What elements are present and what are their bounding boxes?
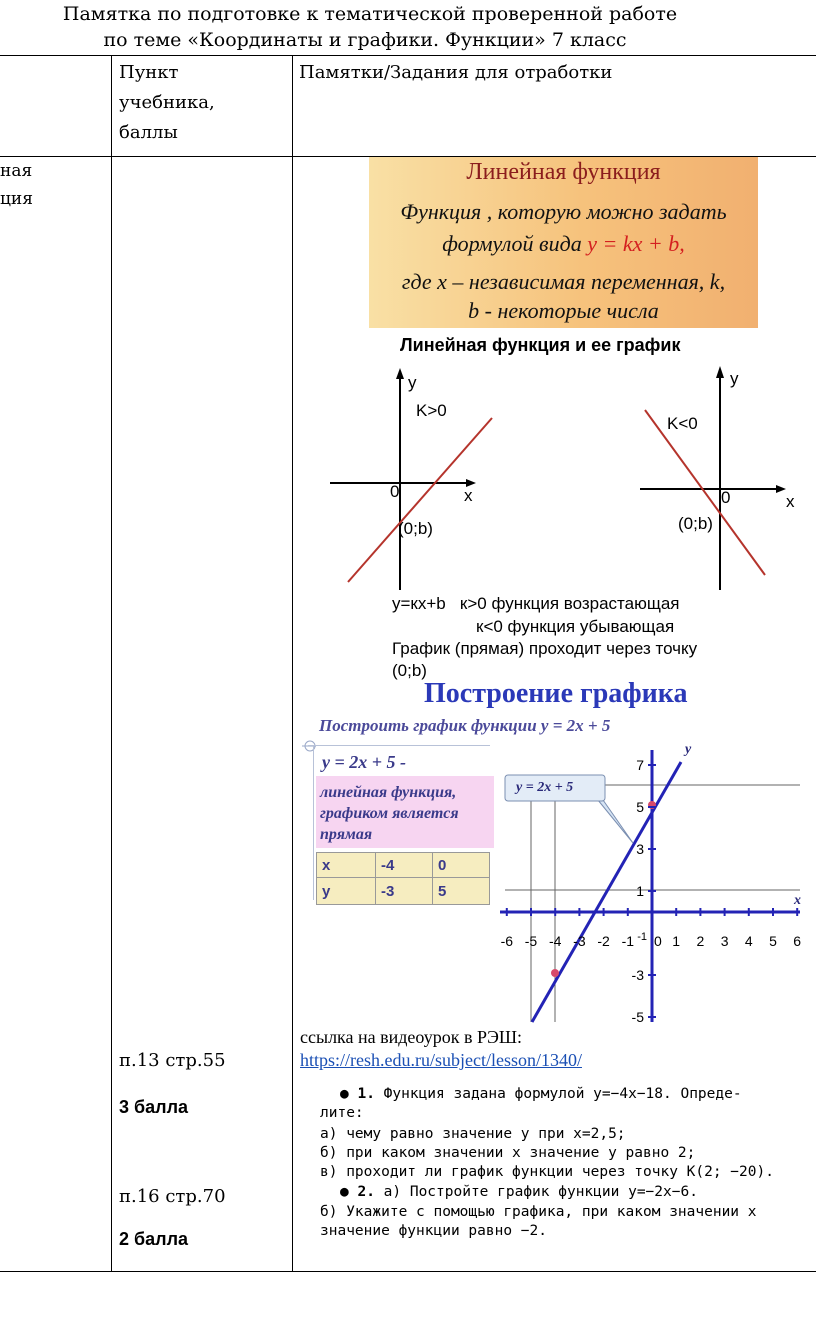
textbook-point-1: п.13 стр.55 [119,1050,226,1071]
linear-def-line1: Функция , которую можно задать [400,199,727,224]
left-point-label: (0;b) [398,519,433,538]
left-axis-y-label: y [408,373,417,392]
right-axis-y-label: y [730,369,739,388]
table-top-border [0,55,816,56]
x-tick-label: 3 [720,933,729,949]
x-tick-label: -3 [573,933,586,949]
values-cell: 5 [433,878,490,905]
row1-col1-line1: ная [0,161,33,181]
pink-line1: линейная функция, [320,784,457,801]
build-origin-label: 0 [654,933,662,949]
task2-line1 [340,1183,698,1202]
task1-number: ● 1. [340,1086,375,1102]
values-table [316,852,490,905]
left-origin-label: 0 [390,482,400,501]
linear-def-line3: где x – независимая переменная, k, [401,269,726,294]
build-axis-y: y [685,742,692,757]
left-k-label: K>0 [416,401,447,420]
build-axis-x: x [794,893,801,908]
table-column-divider-2 [292,55,293,1272]
values-cell: x [317,853,376,878]
linear-function-definition-box [369,157,758,328]
x-tick-label: 1 [672,933,681,949]
x-tick-label: 2 [696,933,705,949]
x-tick-label: -5 [524,933,538,949]
linear-graphs-figure [320,360,810,595]
x-tick-label: 4 [744,933,753,949]
graph-desc-line4: (0;b) [392,661,427,680]
graph-section-title: Линейная функция и ее график [400,335,681,355]
y-tick-label: 7 [636,757,644,773]
x-tick-label: -6 [500,933,514,949]
graph-desc-line2: к<0 функция убывающая [476,617,675,636]
build-left-rule [313,745,314,900]
right-graph [640,366,786,590]
right-k-label: K<0 [667,414,698,433]
y-tick-label: -3 [631,967,644,983]
linear-function-title: Линейная функция [466,159,661,185]
graph-formula: y=кx+b [392,594,446,613]
y-tick-label: 1 [636,883,644,899]
document-title-line2: по теме «Координаты и графики. Функции» 7 класс [103,29,627,51]
col2-header-line1: Пункт [119,62,179,83]
x-tick-label: -1 [621,933,635,949]
task1-c: в) проходит ли график функции через точку K(2; −20). [320,1164,774,1180]
callout-label: y = 2x + 5 [516,780,574,795]
values-cell: -4 [376,853,433,878]
score-2: 2 балла [119,1229,189,1249]
textbook-point-2: п.16 стр.70 [119,1186,226,1207]
table-bottom-border [0,1271,816,1272]
col2-header-line3: баллы [119,122,178,143]
x-tick-label: 6 [793,933,802,949]
x-tick-label: 5 [769,933,777,949]
x-tick-label: -4 [548,933,562,949]
right-y-arrow-icon [716,366,724,378]
build-graph-subtitle: Построить график функции y = 2x + 5 [319,716,611,735]
graph-desc-line3: График (прямая) проходит через точку [392,639,698,658]
y-tick-label: -5 [631,1009,644,1025]
task1-b: б) при каком значении x значение y равно 2; [320,1145,696,1161]
col3-header: Памятки/Задания для отработки [299,62,613,83]
x-tick-label: -2 [597,933,610,949]
task2-line3: значение функции равно −2. [320,1223,547,1239]
pink-line3: прямая [320,826,373,843]
build-underline [308,745,490,746]
task2-line2: б) Укажите с помощью графика, при каком значении x [320,1204,757,1220]
task1-line1 [340,1085,742,1104]
graph-desc-line1 [392,593,680,615]
resh-label: ссылка на видеоурок в РЭШ: [300,1027,523,1047]
linear-def-line2-text: формулой вида [442,231,588,256]
build-graph-title: Построение графика [424,678,688,709]
col2-header-line2: учебника, [119,92,215,113]
y-tick-label: 5 [636,799,644,815]
task1-line2: лите: [320,1105,364,1121]
right-x-arrow-icon [776,485,786,493]
y-tick-label: 3 [636,841,644,857]
values-cell: -3 [376,878,433,905]
values-table-row-x [317,853,490,878]
right-point-label: (0;b) [678,514,713,533]
left-axis-x-label: x [464,486,473,505]
point-minus4-minus3 [551,969,559,977]
graph-increasing-text: к>0 функция возрастающая [459,594,680,613]
task2-text: а) Постройте график функции y=−2x−6. [374,1184,698,1200]
linear-def-line2 [369,231,758,257]
left-graph [330,368,492,590]
y-tick-labels [632,757,662,1025]
right-decreasing-line [645,410,765,575]
task1-a: а) чему равно значение y при x=2,5; [320,1126,626,1142]
values-cell: y [317,878,376,905]
linear-def-line4: b - некоторые числа [468,298,659,323]
task1-text: Функция задана формулой y=−4x−18. Опреде- [374,1086,742,1102]
right-origin-label: 0 [721,488,731,507]
pink-note-box [316,776,494,848]
row1-col1-line2: ция [0,189,33,209]
task2-number: ● 2. [340,1184,375,1200]
document-title-line1: Памятка по подготовке к тематической проверенной работе [62,3,678,25]
linear-formula: y = kx + b, [587,231,685,256]
resh-link[interactable]: https://resh.edu.ru/subject/lesson/1340/ [300,1050,582,1070]
build-formula: y = 2x + 5 - [322,752,406,772]
pink-line2: графиком является [320,805,459,822]
values-table-row-y [317,878,490,905]
col2-header [119,58,215,148]
row1-col1-topic [0,157,33,213]
left-y-arrow-icon [396,368,404,379]
pink-note-text [320,782,459,845]
right-axis-x-label: x [786,492,795,511]
table-column-divider-1 [111,55,112,1272]
score-1: 3 балла [119,1097,189,1117]
small-minus-one-label: -1 [637,931,647,943]
values-cell: 0 [433,853,490,878]
